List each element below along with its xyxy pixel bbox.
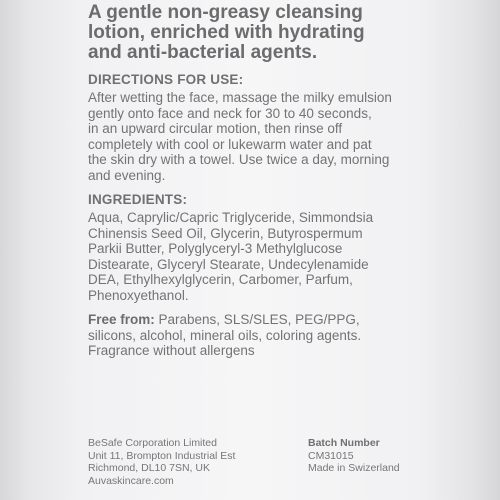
ingredients-line: Parkii Butter, Polyglyceryl-3 Methylglucose [88,241,343,257]
free-from-line: silicons, alcohol, mineral oils, coloring agents. [88,327,362,343]
ingredients-line: Chinensis Seed Oil, Glycerin, Butyrospermum [88,225,363,241]
company-name: BeSafe Corporation Limited [88,437,217,449]
directions-line: in an upward circular motion, then rinse off [88,121,343,137]
website: Auvaskincare.com [88,474,174,487]
directions-line: the skin dry with a towel. Use twice a day, morning [88,152,390,168]
free-from-items: Parabens, SLS/SLES, PEG/PPG, [154,312,360,327]
directions-line: After wetting the face, massage the milky emulsion [88,90,392,105]
fragrance-note: Fragrance without allergens [88,343,255,359]
directions-line: gently onto face and neck for 30 to 40 seconds, [88,105,372,121]
directions-text [88,90,486,184]
origin: Made in Swizerland [308,462,400,475]
batch-label: Batch Number [308,437,380,449]
directions-heading: DIRECTIONS FOR USE: [88,72,244,87]
description-line: A gentle non-greasy cleansing [88,2,363,23]
free-from-line [88,312,486,328]
product-description [88,3,486,63]
free-from-section [88,312,486,359]
ingredients-line: Phenoxyethanol. [88,287,189,303]
address-line: Unit 11, Brompton Industrial Est [88,449,236,462]
company-address [88,437,235,487]
free-from-label: Free from: [88,312,155,327]
description-line: lotion, enriched with hydrating [88,22,365,43]
address-line: Richmond, DL10 7SN, UK [88,462,210,475]
directions-line: and evening. [88,167,166,183]
directions-line: completely with cool or lukewarm water and pat [88,136,372,152]
ingredients-line: Distearate, Glyceryl Stearate, Undecylenamide [88,256,369,272]
ingredients-line: Aqua, Caprylic/Capric Triglyceride, Simmondsia [88,210,374,225]
ingredients-text [88,210,486,304]
batch-info [308,437,400,475]
ingredients-heading: INGREDIENTS: [88,192,188,207]
ingredients-line: DEA, Ethylhexylglycerin, Carbomer, Parfum, [88,272,353,288]
description-line: and anti-bacterial agents. [88,42,318,63]
batch-number: CM31015 [308,449,354,462]
